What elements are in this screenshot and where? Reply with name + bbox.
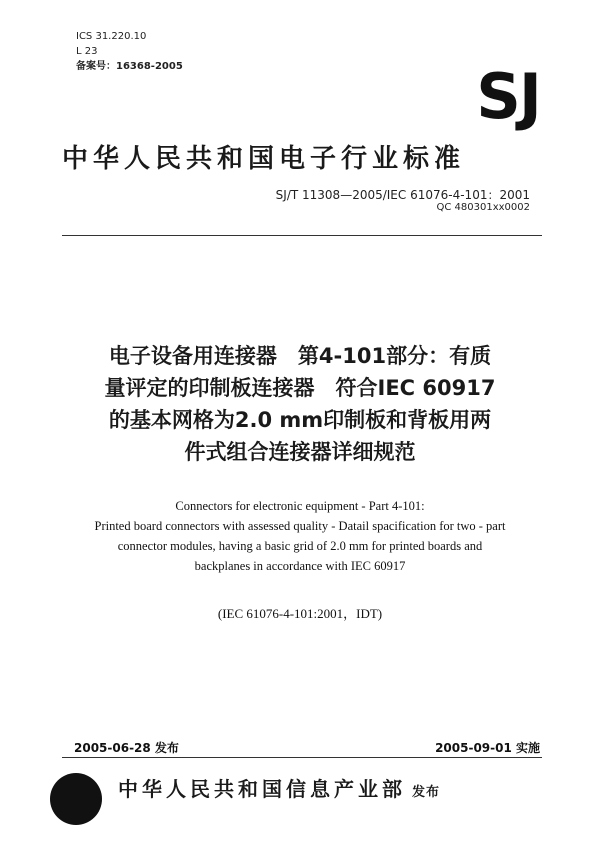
chinese-title-line: 量评定的印制板连接器 符合IEC 60917 — [104, 376, 496, 400]
chinese-title-line: 电子设备用连接器 第4-101部分：有质 — [108, 344, 492, 368]
equivalence-note: (IEC 61076-4-101:2001，IDT) — [217, 606, 383, 621]
english-title — [56, 496, 544, 576]
implement-date: 2005-09-01 实施 — [435, 741, 540, 755]
sj-logo: SJ — [476, 60, 540, 133]
english-title-line: Connectors for electronic equipment - Part 4-101: — [175, 499, 425, 513]
bottom-divider — [62, 757, 542, 758]
chinese-title-line: 的基本网格为2.0 mm印制板和背板用两 — [108, 408, 492, 432]
publisher-name: 中华人民共和国信息产业部 — [118, 777, 406, 801]
record-number: 备案号：16368-2005 — [76, 61, 183, 72]
classification-code: L 23 — [76, 46, 98, 57]
ics-code: ICS 31.220.10 — [76, 31, 147, 42]
publish-action: 发布 — [412, 785, 441, 800]
standard-code: QC 480301xx0002 — [436, 202, 530, 213]
seal-mark — [50, 773, 102, 825]
publisher — [118, 773, 440, 802]
top-divider — [62, 235, 542, 236]
english-title-line: backplanes in accordance with IEC 60917 — [194, 559, 406, 573]
standard-category-title: 中华人民共和国电子行业标准 — [62, 144, 466, 174]
english-title-line: connector modules, having a basic grid of 2.0 mm for printed boards and — [117, 539, 483, 553]
chinese-title-line: 件式组合连接器详细规范 — [184, 440, 416, 464]
chinese-title — [60, 340, 540, 468]
standard-number: SJ/T 11308—2005/IEC 61076-4-101：2001 — [275, 188, 530, 202]
english-title-line: Printed board connectors with assessed quality - Datail spacification for two - part — [94, 519, 506, 533]
publish-date: 2005-06-28 发布 — [74, 741, 179, 755]
